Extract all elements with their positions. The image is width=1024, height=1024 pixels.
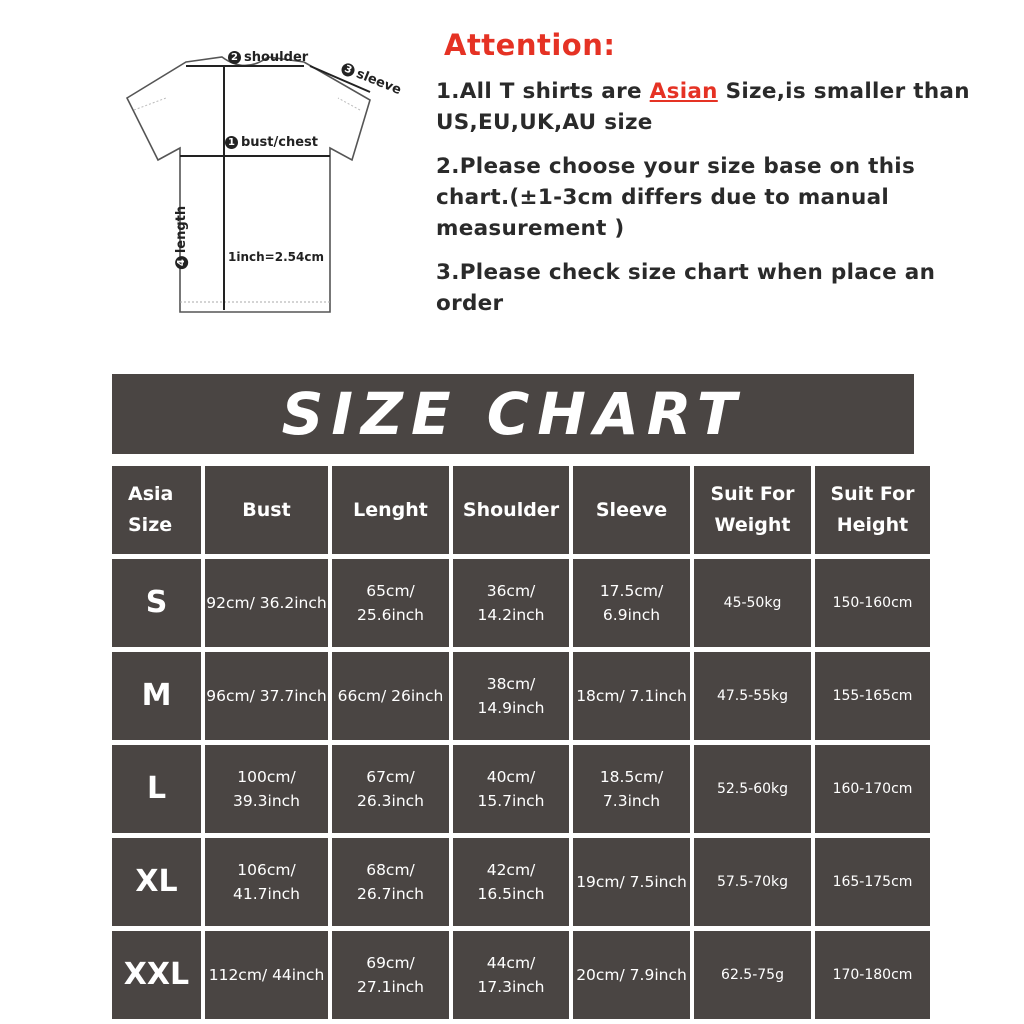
shoulder-xl: 42cm/ 16.5inch <box>453 838 569 926</box>
weight-xxl: 62.5-75g <box>694 931 811 1019</box>
sleeve-l: 18.5cm/ 7.3inch <box>573 745 690 833</box>
header-asia-size: Asia Size <box>112 466 201 554</box>
size-m: M <box>112 652 201 740</box>
weight-s: 45-50kg <box>694 559 811 647</box>
sleeve-m: 18cm/ 7.1inch <box>573 652 690 740</box>
length-label: 4length <box>174 206 189 269</box>
marker-3-icon: 3 <box>340 61 357 78</box>
weight-l: 52.5-60kg <box>694 745 811 833</box>
height-m: 155-165cm <box>815 652 930 740</box>
attention-item-3: 3.Please check size chart when place an order <box>436 260 936 316</box>
size-xl: XL <box>112 838 201 926</box>
attention-item-1: 1.All T shirts are Asian Size,is smaller than US,EU,UK,AU size <box>436 79 970 135</box>
sleeve-xxl: 20cm/ 7.9inch <box>573 931 690 1019</box>
tshirt-diagram <box>120 40 410 330</box>
length-xl: 68cm/ 26.7inch <box>332 838 449 926</box>
header-height: Suit For Height <box>815 466 930 554</box>
shoulder-m: 38cm/ 14.9inch <box>453 652 569 740</box>
length-l: 67cm/ 26.3inch <box>332 745 449 833</box>
length-s: 65cm/ 25.6inch <box>332 559 449 647</box>
size-s: S <box>112 559 201 647</box>
header-length: Lenght <box>332 466 449 554</box>
bust-m: 96cm/ 37.7inch <box>205 652 328 740</box>
asian-highlight: Asian <box>649 79 718 104</box>
bust-s: 92cm/ 36.2inch <box>205 559 328 647</box>
height-xl: 165-175cm <box>815 838 930 926</box>
sleeve-xl: 19cm/ 7.5inch <box>573 838 690 926</box>
attention-title: Attention: <box>444 28 616 62</box>
size-l: L <box>112 745 201 833</box>
size-chart-title: SIZE CHART <box>281 380 745 448</box>
header-weight: Suit For Weight <box>694 466 811 554</box>
size-chart-header <box>112 374 914 454</box>
weight-xl: 57.5-70kg <box>694 838 811 926</box>
sleeve-s: 17.5cm/ 6.9inch <box>573 559 690 647</box>
shoulder-xxl: 44cm/ 17.3inch <box>453 931 569 1019</box>
inch-conversion-label: 1inch=2.54cm <box>228 250 324 264</box>
height-l: 160-170cm <box>815 745 930 833</box>
header-sleeve: Sleeve <box>573 466 690 554</box>
sleeve-label: 3sleeve <box>339 61 403 99</box>
shoulder-s: 36cm/ 14.2inch <box>453 559 569 647</box>
bust-xxl: 112cm/ 44inch <box>205 931 328 1019</box>
length-xxl: 69cm/ 27.1inch <box>332 931 449 1019</box>
size-chart-table <box>112 466 914 1010</box>
attention-notes <box>436 28 996 332</box>
header-shoulder: Shoulder <box>453 466 569 554</box>
size-xxl: XXL <box>112 931 201 1019</box>
shoulder-label: 2 shoulder <box>228 50 308 65</box>
weight-m: 47.5-55kg <box>694 652 811 740</box>
header-bust: Bust <box>205 466 328 554</box>
shoulder-l: 40cm/ 15.7inch <box>453 745 569 833</box>
marker-2-icon: 2 <box>228 51 241 64</box>
height-s: 150-160cm <box>815 559 930 647</box>
marker-1-icon: 1 <box>225 136 238 149</box>
bust-xl: 106cm/ 41.7inch <box>205 838 328 926</box>
bust-l: 100cm/ 39.3inch <box>205 745 328 833</box>
bust-label: 1 bust/chest <box>225 135 318 150</box>
length-m: 66cm/ 26inch <box>332 652 449 740</box>
height-xxl: 170-180cm <box>815 931 930 1019</box>
marker-4-icon: 4 <box>175 256 188 269</box>
attention-item-2: 2.Please choose your size base on this chart.(±1-3cm differs due to manual measurement ) <box>436 154 916 241</box>
